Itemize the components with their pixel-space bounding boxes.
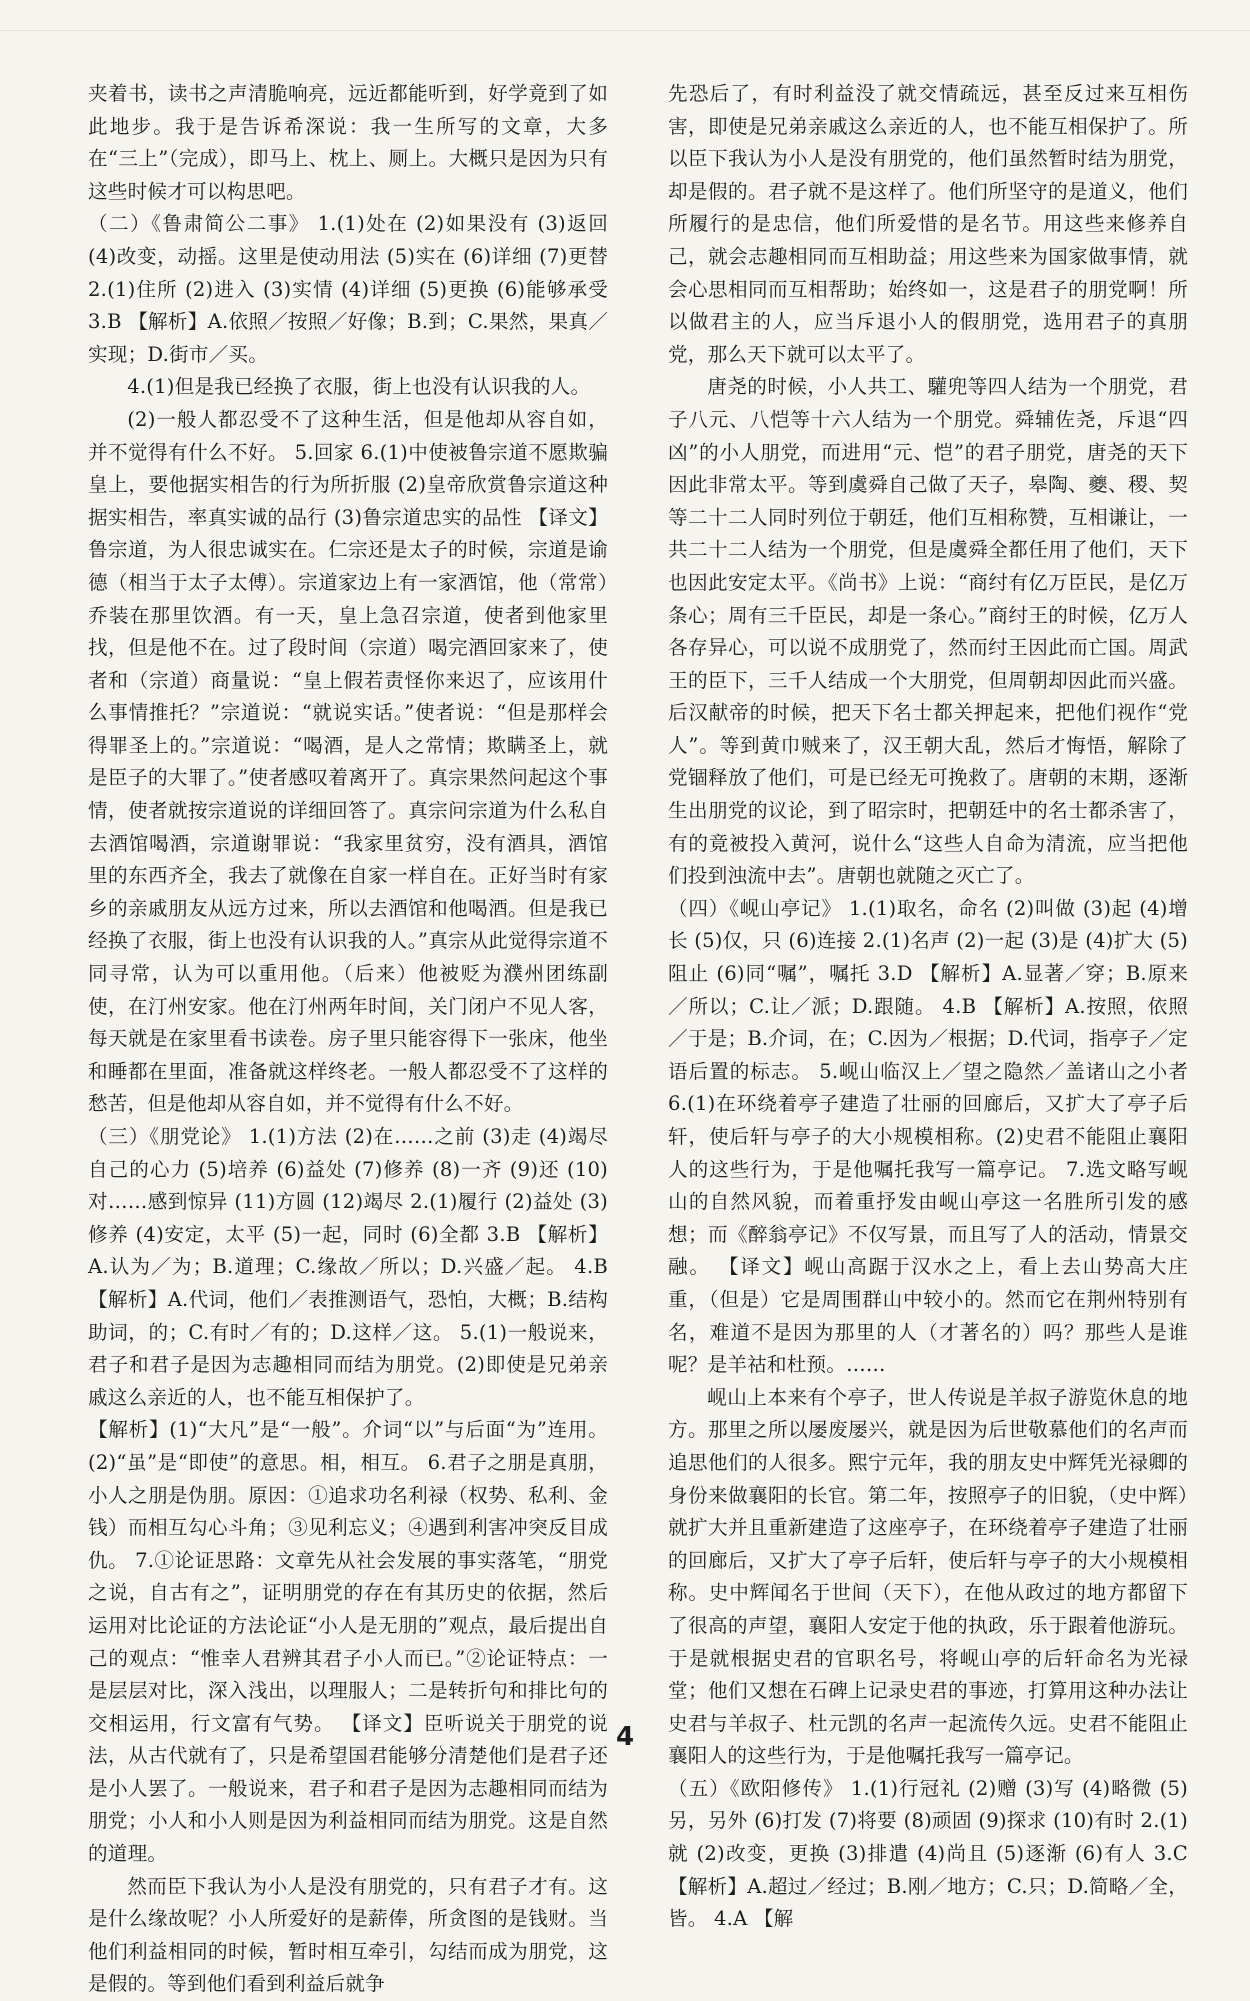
right-paragraph: （五）《欧阳修传》 1.(1)行冠礼 (2)赠 (3)写 (4)略微 (5)另，另外 (6)打发 (7)将要 (8)顽固 (9)探求 (10)有时 2.(1)就 (2)改变，更换 (3)排遣 (4)尚且 (5)逐渐 (6)有人 3.C 【解析】A.超过／经过；B.刚／地方；C.只；D.简略／全，皆。 4.A 【解 [668,1776,1188,1931]
left-paragraph: 然而臣下我认为小人是没有朋党的，只有君子才有。这是什么缘故呢？小人所爱好的是薪俸，所贪图的是钱财。当他们利益相同的时候，暂时相互牵引，勾结而成为朋党，这是假的。等到他们看到利益后就争 [88,1874,608,1996]
top-fold-line [0,30,1250,31]
page-number: 4 [615,1722,635,1752]
right-paragraph: 岘山上本来有个亭子，世人传说是羊叔子游览休息的地方。那里之所以屡废屡兴，就是因为后世敬慕他们的名声而追思他们的人很多。熙宁元年，我的朋友史中辉凭光禄卿的身份来做襄阳的长官。第二年，按照亭子的旧貌，（史中辉）就扩大并且重新建造了这座亭子，在环绕着亭子建造了壮丽的回廊后，又扩大了亭子后轩，使后轩与亭子的大小规模相称。史中辉闻名于世间（天下），在他从政过的地方都留下了很高的声望，襄阳人安定于他的执政，乐于跟着他游玩。于是就根据史君的官职名号，将岘山亭的后轩命名为光禄堂；他们又想在石碑上记录史君的事迹，打算用这种办法让史君与羊叔子、杜元凯的名声一起流传久远。史君不能阻止襄阳人的这些行为，于是他嘱托我写一篇亭记。 [668,1385,1188,1768]
left-paragraph: 4.(1)但是我已经换了衣服，街上也没有认识我的人。 [127,375,591,399]
right-paragraph: （四）《岘山亭记》 1.(1)取名，命名 (2)叫做 (3)起 (4)增长 (5)仅，只 (6)连接 2.(1)名声 (2)一起 (3)是 (4)扩大 (5)阻止 (6)同“嘱”，嘱托 3.D 【解析】A.显著／穿；B.原来／所以；C.让／派；D.跟随。 4.B 【解析】A.按照，依照／于是；B.介词，在；C.因为／根据；D.代词，指亭子／定语后置的标志。 5.岘山临汉上／望之隐然／盖诸山之小者 6.(1)在环绕着亭子建造了壮丽的回廊后，又扩大了亭子后轩，使后轩与亭子的大小规模相称。(2)史君不能阻止襄阳人的这些行为，于是他嘱托我写一篇亭记。 7.选文略写岘山的自然风貌，而着重抒发由岘山亭这一名胜所引发的感想；而《醉翁亭记》不仅写景，而且写了人的活动，情景交融。 【译文】岘山高踞于汉水之上，看上去山势高大庄重，（但是）它是周围群山中较小的。然而它在荆州特别有名，难道不是因为那里的人（才著名的）吗？那些人是谁呢？是羊祜和杜预。…… [668,896,1188,1377]
left-paragraph: 夹着书，读书之声清脆响亮，远近都能听到，好学竟到了如此地步。我于是告诉希深说：我一生所写的文章，大多在“三上”（完成），即马上、枕上、厕上。大概只是因为只有这些时候才可以构思吧。 [88,82,608,203]
right-column [668,78,1188,1936]
right-paragraph: 唐尧的时候，小人共工、驩兜等四人结为一个朋党，君子八元、八恺等十六人结为一个朋党。舜辅佐尧，斥退“四凶”的小人朋党，而进用“元、恺”的君子朋党，唐尧的天下因此非常太平。等到虞舜自己做了天子，皋陶、夔、稷、契等二十二人同时列位于朝廷，他们互相称赞，互相谦让，一共二十二人结为一个朋党，但是虞舜全都任用了他们，天下也因此安定太平。《尚书》上说：“商纣有亿万臣民，是亿万条心；周有三千臣民，却是一条心。”商纣王的时候，亿万人各存异心，可以说不成朋党了，然而纣王因此而亡国。周武王的臣下，三千人结成一个大朋党，但周朝却因此而兴盛。后汉献帝的时候，把天下名士都关押起来，把他们视作“党人”。等到黄巾贼来了，汉王朝大乱，然后才悔悟，解除了党锢释放了他们，可是已经无可挽救了。唐朝的末期，逐渐生出朋党的议论，到了昭宗时，把朝廷中的名士都杀害了，有的竟被投入黄河，说什么“这些人自命为清流，应当把他们投到浊流中去”。唐朝也就随之灭亡了。 [668,375,1188,888]
left-paragraph: (2)一般人都忍受不了这种生活，但是他却从容自如，并不觉得有什么不好。 5.回家 6.(1)中使被鲁宗道不愿欺骗皇上，要他据实相告的行为所折服 (2)皇帝欣赏鲁宗道这种据实相告，率真实诚的品行 (3)鲁宗道忠实的品性 【译文】鲁宗道，为人很忠诚实在。仁宗还是太子的时候，宗道是谕德（相当于太子太傅）。宗道家边上有一家酒馆，他（常常）乔装在那里饮酒。有一天，皇上急召宗道，使者到他家里找，但是他不在。过了段时间（宗道）喝完酒回家来了，使者和（宗道）商量说：“皇上假若责怪你来迟了，应该用什么事情推托？”宗道说：“就说实话。”使者说：“但是那样会得罪圣上的。”宗道说：“喝酒，是人之常情；欺瞒圣上，就是臣子的大罪了。”使者感叹着离开了。真宗果然问起这个事情，使者就按宗道说的详细回答了。真宗问宗道为什么私自去酒馆喝酒，宗道谢罪说：“我家里贫穷，没有酒具，酒馆里的东西齐全，我去了就像在自家一样自在。正好当时有家乡的亲戚朋友从远方过来，所以去酒馆和他喝酒。但是我已经换了衣服，街上也没有认识我的人。”真宗从此觉得宗道不同寻常，认为可以重用他。（后来）他被贬为濮州团练副使，在汀州安家。他在汀州两年时间，关门闭户不见人客，每天就是在家里看书读卷。房子里只能容得下一张床，他坐和睡都在里面，准备就这样终老。一般人都忍受不了这样的愁苦，但是他却从容自如，并不觉得有什么不好。 [88,407,608,1116]
left-column [88,78,608,2001]
left-paragraph: （三）《朋党论》 1.(1)方法 (2)在……之前 (3)走 (4)竭尽自己的心力 (5)培养 (6)益处 (7)修养 (8)一齐 (9)还 (10)对……感到惊异 (11)方圆 (12)竭尽 2.(1)履行 (2)益处 (3)修养 (4)安定，太平 (5)一起，同时 (6)全都 3.B 【解析】A.认为／为；B.道理；C.缘故／所以；D.兴盛／起。 4.B 【解析】A.代词，他们／表推测语气，恐怕，大概；B.结构助词，的；C.有时／有的；D.这样／这。 5.(1)一般说来，君子和君子是因为志趣相同而结为朋党。(2)即使是兄弟亲戚这么亲近的人，也不能互相保护了。 [88,1125,608,1409]
left-paragraph: （二）《鲁肃简公二事》 1.(1)处在 (2)如果没有 (3)返回 (4)改变，动摇。这里是使动用法 (5)实在 (6)详细 (7)更替 2.(1)住所 (2)进入 (3)实情 (4)详细 (5)更换 (6)能够承受 3.B 【解析】A.依照／按照／好像；B.到；C.果然，果真／实现；D.街市／买。 [88,212,608,366]
left-paragraph: 【解析】(1)“大凡”是“一般”。介词“以”与后面“为”连用。(2)“虽”是“即使”的意思。相，相互。 6.君子之朋是真朋，小人之朋是伪朋。原因：①追求功名利禄（权势、私利、金钱）而相互勾心斗角；③见利忘义；④遇到利害冲突反目成仇。 7.①论证思路：文章先从社会发展的事实落笔，“朋党之说，自古有之”，证明朋党的存在有其历史的依据，然后运用对比论证的方法论证“小人是无朋的”观点，最后提出自己的观点：“惟幸人君辨其君子小人而已。”②论证特点：一是层层对比，深入浅出，以理服人；二是转折句和排比句的交相运用，行文富有气势。 【译文】臣听说关于朋党的说法，从古代就有了，只是希望国君能够分清楚他们是君子还是小人罢了。一般说来，君子和君子是因为志趣相同而结为朋党；小人和小人则是因为利益相同而结为朋党。这是自然的道理。 [88,1418,608,1866]
right-paragraph: 先恐后了，有时利益没了就交情疏远，甚至反过来互相伤害，即使是兄弟亲戚这么亲近的人，也不能互相保护了。所以臣下我认为小人是没有朋党的，他们虽然暂时结为朋党，却是假的。君子就不是这样了。他们所坚守的是道义，他们所履行的是忠信，他们所爱惜的是名节。用这些来修养自己，就会志趣相同而互相助益；用这些来为国家做事情，就会心思相同而互相帮助；始终如一，这是君子的朋党啊！所以做君主的人，应当斥退小人的假朋党，选用君子的真朋党，那么天下就可以太平了。 [668,82,1188,366]
